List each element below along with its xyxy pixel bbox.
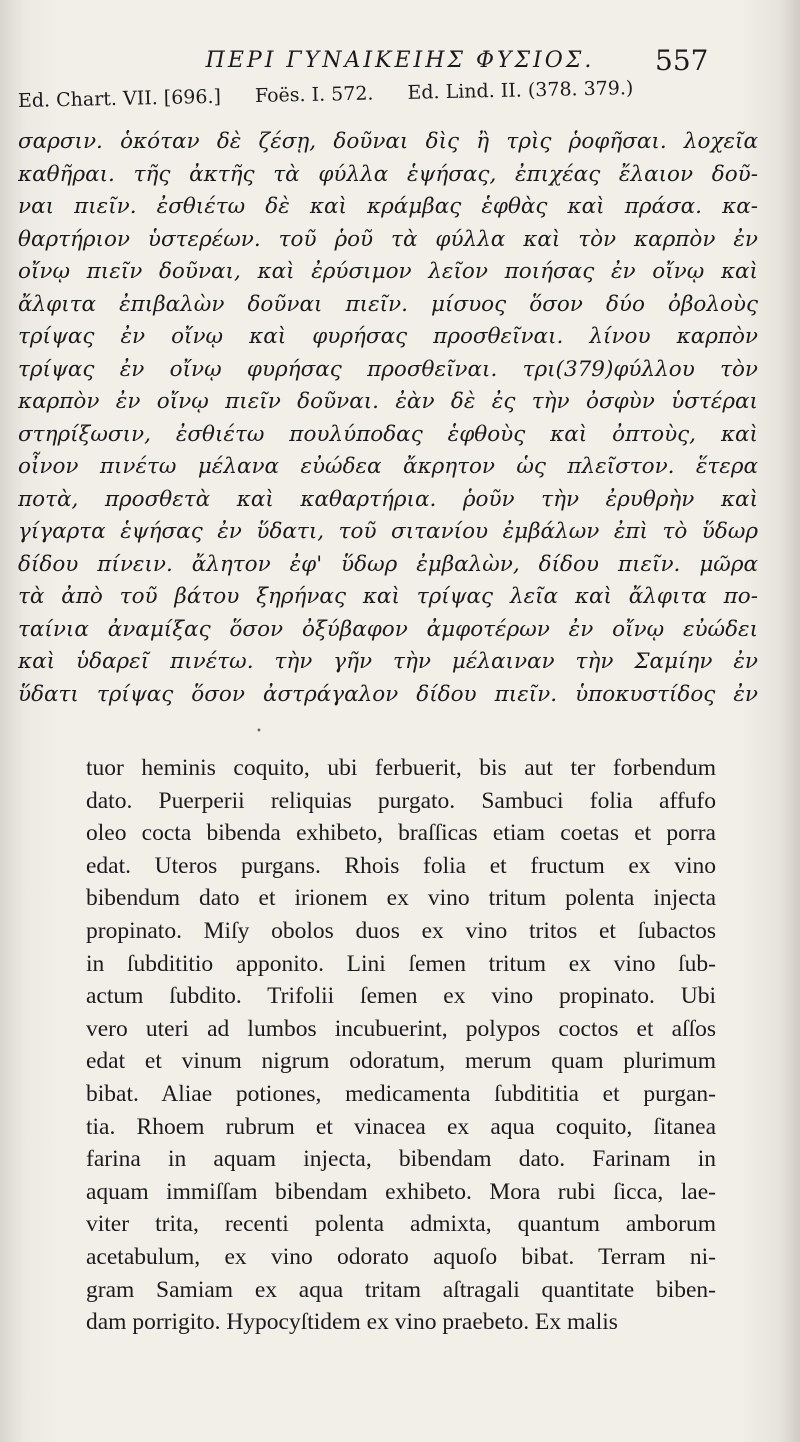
latin-line: tia. Rhoem rubrum et vinacea ex aqua coquito, ſitanea — [86, 1113, 716, 1140]
greek-line: τρίψας ἐν οἴνῳ καὶ φυρήσας προσθεῖναι. λίνου καρπὸν — [18, 324, 758, 349]
latin-line: propinato. Miſy obolos duos ex vino tritos et ſubactos — [86, 917, 716, 944]
latin-line: dam porrigito. Hypocyſtidem ex vino praebeto. Ex malis — [86, 1309, 618, 1336]
latin-text-block — [86, 752, 716, 1339]
running-title: ΠΕΡΙ ΓΥΝΑΙΚΕΙΗΣ ΦΥΣΙΟΣ. — [205, 48, 595, 73]
greek-line: τὰ ἀπὸ τοῦ βάτου ξηρήνας καὶ τρίψας λεῖα καὶ ἄλφιτα πο- — [18, 584, 758, 609]
greek-line: γίγαρτα ἑψήσας ἐν ὕδατι, τοῦ σιτανίου ἐμβάλων ἐπὶ τὸ ὕδωρ — [18, 519, 758, 544]
latin-line: bibat. Aliae potiones, medicamenta ſubdititia et purgan- — [86, 1080, 716, 1107]
latin-line: farina in aquam injecta, bibendam dato. Farinam in — [86, 1146, 716, 1173]
latin-line: edat. Uteros purgans. Rhois folia et fructum ex vino — [86, 852, 716, 879]
edition-chart-ref: Ed. Chart. VII. [696.] — [17, 85, 222, 112]
latin-line: bibendum dato et irionem ex vino tritum polenta injecta — [86, 885, 716, 912]
greek-line: δίδου πίνειν. ἄλητον ἐφ' ὕδωρ ἐμβαλὼν, δίδου πιεῖν. μῶρα — [18, 551, 758, 577]
latin-line: gram Samiam ex aqua tritam aſtragali quantitate biben- — [86, 1276, 716, 1303]
printer-mark: • — [256, 726, 262, 737]
latin-line: in ſubdititio apponito. Lini ſemen tritum ex vino ſub- — [86, 950, 716, 977]
greek-line: ἄλφιτα ἐπιβαλὼν δοῦναι πιεῖν. μίσυος ὅσον δύο ὀβολοὺς — [18, 291, 758, 317]
greek-line: ταίνια ἀναμίξας ὅσον ὀξύβαφον ἀμφοτέρων ἐν οἴνῳ εὐώδει — [18, 616, 758, 642]
latin-line: viter trita, recenti polenta admixta, quantum amborum — [86, 1211, 716, 1238]
greek-text-block — [18, 126, 758, 711]
latin-line: tuor heminis coquito, ubi ferbuerit, bis aut ter forbendum — [86, 755, 716, 781]
latin-line: edat et vinum nigrum odoratum, merum quam plurimum — [86, 1048, 716, 1075]
edition-foes-ref: Foës. I. 572. — [254, 82, 374, 108]
edition-reference-line — [18, 75, 718, 112]
latin-line: dato. Puerperii reliquias purgato. Sambuci folia affufo — [86, 787, 716, 814]
greek-line: θαρτήριον ὑστερέων. τοῦ ῥοῦ τὰ φύλλα καὶ τὸν καρπὸν ἐν — [18, 226, 758, 252]
latin-line: oleo cocta bibenda exhibeto, braſſicas etiam coetas et porra — [86, 820, 716, 847]
greek-line: στηρίξωσιν, ἐσθιέτω πουλύποδας ἑφθοὺς καὶ ὀπτοὺς, καὶ — [18, 421, 758, 447]
latin-line: actum ſubdito. Trifolii ſemen ex vino propinato. Ubi — [86, 983, 716, 1010]
latin-line: aquam immiſſam bibendam exhibeto. Mora rubi ſicca, lae- — [86, 1178, 716, 1205]
greek-line: σαρσιν. ὁκόταν δὲ ζέσῃ, δοῦναι δὶς ἢ τρὶς ῥοφῆσαι. λοχεῖα — [18, 129, 758, 154]
edition-lind-ref: Ed. Lind. II. (378. 379.) — [407, 77, 634, 104]
greek-line: οἴνῳ πιεῖν δοῦναι, καὶ ἐρύσιμον λεῖον ποιήσας ἐν οἴνῳ καὶ — [18, 259, 758, 284]
greek-line: καρπὸν ἐν οἴνῳ πιεῖν δοῦναι. ἐὰν δὲ ἐς τὴν ὀσφὺν ὑστέραι — [18, 389, 758, 414]
greek-line: οἶνον πινέτω μέλανα εὐώδεα ἄκρητον ὡς πλεῖστον. ἕτερα — [18, 454, 758, 479]
greek-line: ναι πιεῖν. ἐσθιέτω δὲ καὶ κράμβας ἑφθὰς καὶ πράσα. κα- — [18, 194, 758, 219]
greek-line: καθῆραι. τῆς ἀκτῆς τὰ φύλλα ἑψήσας, ἐπιχέας ἔλαιον δοῦ- — [18, 161, 758, 187]
greek-line: καὶ ὑδαρεῖ πινέτω. τὴν γῆν τὴν μέλαιναν τὴν Σαμίην ἐν — [18, 649, 758, 674]
latin-line: acetabulum, ex vino odorato aquoſo bibat. Terram ni- — [86, 1243, 716, 1270]
latin-line: vero uteri ad lumbos incubuerint, polypos coctos et aſſos — [86, 1015, 716, 1042]
greek-line: τρίψας ἐν οἴνῳ φυρήσας προσθεῖναι. τρι(379)φύλλου τὸν — [18, 356, 758, 382]
greek-line: ὕδατι τρίψας ὅσον ἀστράγαλον δίδου πιεῖν. ὑποκυστίδος ἐν — [18, 681, 758, 707]
greek-line: ποτὰ, προσθετὰ καὶ καθαρτήρια. ῥοῦν τὴν ἐρυθρὴν καὶ — [18, 486, 758, 512]
page-number: 557 — [655, 44, 709, 77]
